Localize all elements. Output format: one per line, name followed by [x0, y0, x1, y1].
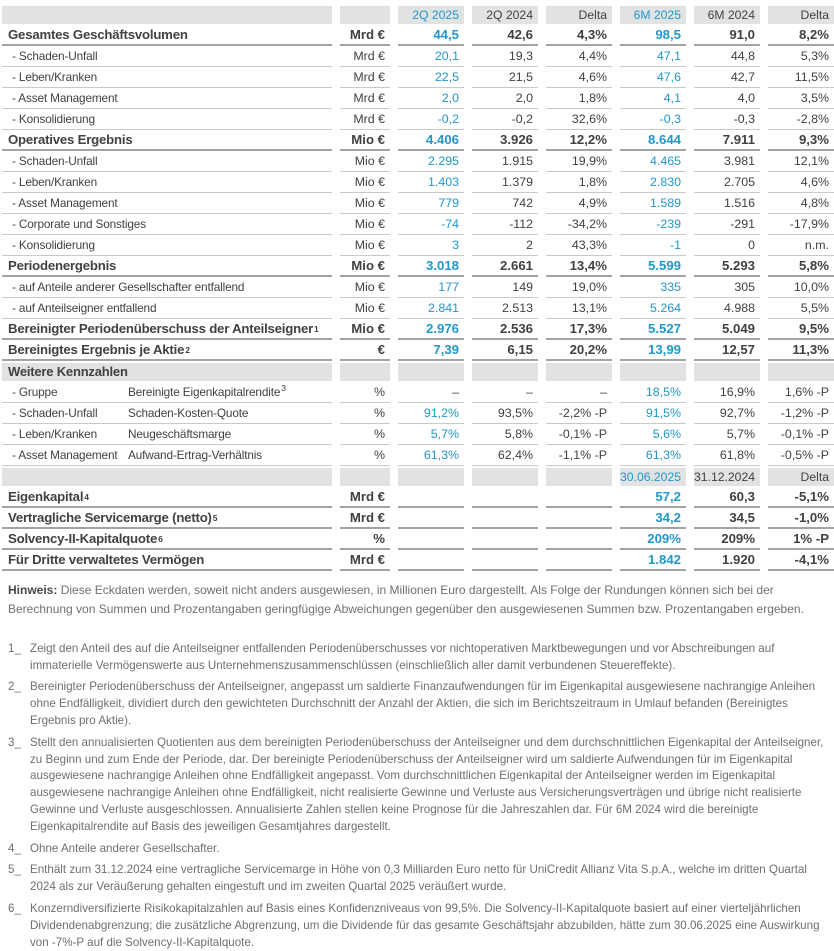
table-row [0, 256, 834, 277]
value-cell: 1,8% [546, 88, 612, 109]
value-cell: 4,8% [768, 193, 834, 214]
value-cell: 5,8% [768, 256, 834, 277]
value-cell: 305 [694, 277, 760, 298]
value-cell: 335 [620, 277, 686, 298]
row-label: - Corporate und Sonstiges [2, 214, 332, 235]
value-cell: 4.406 [398, 130, 464, 151]
section-empty-cell [546, 363, 612, 381]
value-cell: -2,8% [768, 109, 834, 130]
table-row [0, 277, 834, 298]
value-cell: 149 [472, 277, 538, 298]
value-cell: 42,7 [694, 67, 760, 88]
value-cell: -0,1% -P [768, 424, 834, 445]
value-cell [472, 529, 538, 550]
value-cell: 5,7% [694, 424, 760, 445]
column-header: 2Q 2024 [472, 6, 538, 24]
table-row [0, 109, 834, 130]
table-row [0, 424, 834, 445]
value-cell: 3.981 [694, 151, 760, 172]
value-cell: 10,0% [768, 277, 834, 298]
table-row [0, 319, 834, 340]
unit-cell: Mrd € [340, 109, 390, 130]
value-cell: 20,2% [546, 340, 612, 361]
value-cell: 2.976 [398, 319, 464, 340]
value-cell [472, 550, 538, 571]
footnote-text: Zeigt den Anteil des auf die Anteilseigner entfallenden Periodenüberschusses vor nichtoperativen Marktbewegungen und vor Abschreibungen auf immaterielle Vermögenswerte aus Unternehmenszusammenschlüssen (einschließlich aller damit verbundenen Steuereffekte). [30, 641, 775, 672]
row-label: Eigenkapital 4 [2, 487, 332, 508]
value-cell: -112 [472, 214, 538, 235]
header-label-cell [2, 468, 332, 486]
unit-cell: Mrd € [340, 25, 390, 46]
value-cell: 61,3% [620, 445, 686, 466]
value-cell: -5,1% [768, 487, 834, 508]
value-cell: 47,6 [620, 67, 686, 88]
unit-cell: % [340, 529, 390, 550]
value-cell: 4.465 [620, 151, 686, 172]
row-label-kpi: Schaden-Kosten-Quote [128, 406, 249, 420]
row-label: Bereinigter Periodenüberschuss der Anteilseigner 1 [2, 319, 332, 340]
footnote-marker: 4_ [8, 841, 21, 855]
unit-cell: Mio € [340, 214, 390, 235]
value-cell [546, 487, 612, 508]
value-cell: 7,39 [398, 340, 464, 361]
value-cell: – [398, 382, 464, 403]
row-label: Vertragliche Servicemarge (netto) 5 [2, 508, 332, 529]
value-cell: 2.661 [472, 256, 538, 277]
row-label: Periodenergebnis [2, 256, 332, 277]
unit-cell: Mio € [340, 172, 390, 193]
value-cell: 98,5 [620, 25, 686, 46]
value-cell: 18,5% [620, 382, 686, 403]
value-cell: 6,15 [472, 340, 538, 361]
footnote-text: Enthält zum 31.12.2024 eine vertragliche Servicemarge in Höhe von 0,3 Milliarden Euro netto für UniCredit Allianz Vita S.p.A., welche im dritten Quartal 2024 als zur Veräußerung gehalten eingestuft und im zweiten Quartal 2025 veräußert wurde. [30, 863, 807, 894]
section-title: Weitere Kennzahlen [2, 363, 332, 381]
value-cell: -4,1% [768, 550, 834, 571]
value-cell: 91,2% [398, 403, 464, 424]
table-row [0, 151, 834, 172]
row-label: Gesamtes Geschäftsvolumen [2, 25, 332, 46]
value-cell [472, 487, 538, 508]
date-header-row [0, 466, 834, 487]
footnotes [8, 641, 828, 951]
value-cell: 2.705 [694, 172, 760, 193]
row-label [2, 382, 332, 403]
value-cell: 5,8% [472, 424, 538, 445]
unit-cell: % [340, 382, 390, 403]
unit-cell: Mrd € [340, 88, 390, 109]
value-cell: 4,6% [768, 172, 834, 193]
value-cell: 2,0 [398, 88, 464, 109]
unit-cell: Mio € [340, 235, 390, 256]
unit-cell: % [340, 424, 390, 445]
value-cell: 11,3% [768, 340, 834, 361]
value-cell: 19,0% [546, 277, 612, 298]
unit-cell: Mio € [340, 130, 390, 151]
value-cell: 9,3% [768, 130, 834, 151]
footnote [8, 735, 828, 836]
date-column-header: 30.06.2025 [620, 468, 686, 486]
date-column-header [472, 468, 538, 486]
section-unit-cell [340, 363, 390, 381]
value-cell: 60,3 [694, 487, 760, 508]
row-label: - Konsolidierung [2, 235, 332, 256]
value-cell: 16,9% [694, 382, 760, 403]
header-unit-cell [340, 468, 390, 486]
value-cell: 742 [472, 193, 538, 214]
value-cell: -0,3 [694, 109, 760, 130]
value-cell: – [546, 382, 612, 403]
value-cell: -1,1% -P [546, 445, 612, 466]
value-cell: 2 [472, 235, 538, 256]
row-label-kpi: Bereinigte Eigenkapitalrendite$^3$ [128, 383, 286, 399]
value-cell: 4,0 [694, 88, 760, 109]
table-row [0, 340, 834, 361]
unit-cell: Mio € [340, 319, 390, 340]
value-cell: – [472, 382, 538, 403]
value-cell: 11,5% [768, 67, 834, 88]
header-label-cell [2, 6, 332, 24]
value-cell: 13,1% [546, 298, 612, 319]
value-cell: 5,7% [398, 424, 464, 445]
footnote-text: Bereinigter Periodenüberschuss der Anteilseigner, angepasst um saldierte Finanzaufwendungen für im Eigenkapital ausgewiesene nachrangige Anleihen ohne Endfälligkeit, dividiert durch den gewichteten Durchschnitt der Anzahl der Aktien, die sich im Berichtszeitraum in Umlauf befanden (Bereinigtes Ergebnis pro Aktie). [30, 680, 816, 728]
value-cell: 3.018 [398, 256, 464, 277]
table-row [0, 298, 834, 319]
value-cell [472, 508, 538, 529]
row-label [2, 445, 332, 466]
row-label: - auf Anteile anderer Gesellschafter entfallend [2, 277, 332, 298]
value-cell: 21,5 [472, 67, 538, 88]
value-cell: 17,3% [546, 319, 612, 340]
row-label-left: - Asset Management [12, 448, 118, 462]
column-header: 6M 2024 [694, 6, 760, 24]
row-label: - Schaden-Unfall [2, 46, 332, 67]
value-cell: 8,2% [768, 25, 834, 46]
value-cell: 4,6% [546, 67, 612, 88]
value-cell: 44,5 [398, 25, 464, 46]
value-cell: 5.264 [620, 298, 686, 319]
table-row [0, 193, 834, 214]
value-cell: 209% [694, 529, 760, 550]
footnote-text: Stellt den annualisierten Quotienten aus dem bereinigten Periodenüberschuss der Anteilseigner und dem durchschnittlichen Eigenkapital der Anteilseigner, zu Beginn und zum Ende der Periode, dar. Der bereinigte Periodenüberschuss der Anteilseigner wird um saldierte Aufwendungen für im Eigenkapital ausgewiesene nachrangige Anleihen ohne Endfälligkeit angepasst. Vom durchschnittlichen Eigenkapital der Anteilseigner werden im Eigenkapital ausgewiesene nachrangige Anleihen ohne Endfälligkeit, nicht realisierte Gewinne und Verluste aus Versicherungsverträgen und übrige nicht realisierte Gewinne und Verluste ausgeschlossen. Annualisierte Zahlen stellen keine Prognose für die Jahreszahlen dar. Für 6M 2024 wird die bereinigte Eigenkapitalrendite auf Basis des jeweiligen Gesamtjahres dargestellt. [30, 735, 824, 833]
value-cell: 12,1% [768, 151, 834, 172]
column-header: 6M 2025 [620, 6, 686, 24]
note-text: Diese Eckdaten werden, soweit nicht anders ausgewiesen, in Millionen Euro dargestellt. Als Folge der Rundungen können sich bei der Berechnung von Summen und Prozentangaben geringfügige Abweichungen gegenüber den ausgewiesenen Summen bzw. Prozentangaben ergeben. [8, 583, 804, 617]
value-cell: 1.516 [694, 193, 760, 214]
table-row [0, 67, 834, 88]
row-label: - auf Anteilseigner entfallend [2, 298, 332, 319]
value-cell: 1.920 [694, 550, 760, 571]
value-cell: 34,5 [694, 508, 760, 529]
value-cell: 12,2% [546, 130, 612, 151]
unit-cell: Mio € [340, 277, 390, 298]
value-cell: 4,9% [546, 193, 612, 214]
value-cell: 44,8 [694, 46, 760, 67]
table-row [0, 46, 834, 67]
row-label [2, 403, 332, 424]
row-label-kpi: Aufwand-Ertrag-Verhältnis [128, 448, 262, 462]
unit-cell: Mio € [340, 298, 390, 319]
value-cell: 3,5% [768, 88, 834, 109]
footnote [8, 641, 828, 675]
row-label-left: - Gruppe [12, 385, 58, 399]
unit-cell: Mio € [340, 256, 390, 277]
row-label: - Asset Management [2, 88, 332, 109]
value-cell [546, 529, 612, 550]
column-header-row [0, 4, 834, 25]
value-cell: -74 [398, 214, 464, 235]
value-cell: 1.589 [620, 193, 686, 214]
header-unit-cell [340, 6, 390, 24]
row-label-left: - Schaden-Unfall [12, 406, 98, 420]
footnote-text: Ohne Anteile anderer Gesellschafter. [30, 841, 220, 855]
section-empty-cell [472, 363, 538, 381]
value-cell: 5,5% [768, 298, 834, 319]
table-row [0, 235, 834, 256]
table-row [0, 403, 834, 424]
value-cell: 20,1 [398, 46, 464, 67]
footnote-marker: 2_ [8, 680, 21, 694]
section-empty-cell [620, 363, 686, 381]
row-label [2, 424, 332, 445]
note-label: Hinweis: [8, 583, 58, 597]
unit-cell: Mrd € [340, 46, 390, 67]
value-cell: 7.911 [694, 130, 760, 151]
footnote [8, 841, 828, 858]
value-cell: 8.644 [620, 130, 686, 151]
value-cell: 1,6% -P [768, 382, 834, 403]
value-cell: 13,4% [546, 256, 612, 277]
value-cell: 91,5% [620, 403, 686, 424]
table-row [0, 88, 834, 109]
date-column-header [546, 468, 612, 486]
footnote-text: Konzerndiversifizierte Risikokapitalzahlen auf Basis eines Konfidenzniveaus von 99,5%. Die Solvency-II-Kapitalquote basiert auf einer vierteljährlichen Dividendenabgrenzung; die zusätzliche Abgrenzung, um die Dividende für das gesamte Geschäftsjahr abzubilden, hätte zum 30.06.2025 eine Auswirkung von -7%-P auf die Solvency-II-Kapitalquote. [30, 902, 820, 949]
value-cell: -0,5% -P [768, 445, 834, 466]
unit-cell: € [340, 340, 390, 361]
value-cell: -0,3 [620, 109, 686, 130]
date-column-header [398, 468, 464, 486]
value-cell: 2.513 [472, 298, 538, 319]
value-cell: 43,3% [546, 235, 612, 256]
section-empty-cell [398, 363, 464, 381]
date-column-header: 31.12.2024 [694, 468, 760, 486]
footnote [8, 862, 828, 896]
value-cell: 4,3% [546, 25, 612, 46]
table-row [0, 529, 834, 550]
value-cell [398, 508, 464, 529]
row-label: Solvency-II-Kapitalquote 6 [2, 529, 332, 550]
row-label: - Leben/Kranken [2, 67, 332, 88]
row-label: Operatives Ergebnis [2, 130, 332, 151]
footnote-marker: 3_ [8, 735, 21, 749]
value-cell: 177 [398, 277, 464, 298]
table-row [0, 508, 834, 529]
value-cell: 1.915 [472, 151, 538, 172]
table-row [0, 550, 834, 571]
value-cell: 4,1 [620, 88, 686, 109]
column-header: 2Q 2025 [398, 6, 464, 24]
table-row [0, 382, 834, 403]
value-cell: 57,2 [620, 487, 686, 508]
value-cell: 61,8% [694, 445, 760, 466]
row-label: - Asset Management [2, 193, 332, 214]
column-header: Delta [768, 6, 834, 24]
value-cell [546, 550, 612, 571]
unit-cell: % [340, 403, 390, 424]
value-cell: 2,0 [472, 88, 538, 109]
value-cell: 5.599 [620, 256, 686, 277]
section-empty-cell [768, 363, 834, 381]
value-cell: 13,99 [620, 340, 686, 361]
section-empty-cell [694, 363, 760, 381]
value-cell: 1,8% [546, 172, 612, 193]
value-cell: 5.049 [694, 319, 760, 340]
table-row [0, 214, 834, 235]
value-cell: 2.841 [398, 298, 464, 319]
row-label: - Schaden-Unfall [2, 151, 332, 172]
value-cell: n.m. [768, 235, 834, 256]
value-cell: 32,6% [546, 109, 612, 130]
value-cell: 4,4% [546, 46, 612, 67]
unit-cell: Mio € [340, 193, 390, 214]
value-cell: 5.293 [694, 256, 760, 277]
value-cell: 62,4% [472, 445, 538, 466]
footnote-marker: 6_ [8, 902, 21, 916]
value-cell: 19,3 [472, 46, 538, 67]
value-cell [398, 529, 464, 550]
column-header: Delta [546, 6, 612, 24]
value-cell [398, 487, 464, 508]
table-row [0, 487, 834, 508]
row-label: - Leben/Kranken [2, 172, 332, 193]
table-row [0, 445, 834, 466]
value-cell: 92,7% [694, 403, 760, 424]
table-row [0, 130, 834, 151]
unit-cell: Mrd € [340, 487, 390, 508]
footnote-marker: 5_ [8, 863, 21, 877]
value-cell: 22,5 [398, 67, 464, 88]
rounding-note [8, 581, 828, 620]
value-cell: 2.295 [398, 151, 464, 172]
value-cell: -0,1% -P [546, 424, 612, 445]
footnote [8, 679, 828, 729]
value-cell: -291 [694, 214, 760, 235]
value-cell: 34,2 [620, 508, 686, 529]
value-cell: 2.536 [472, 319, 538, 340]
value-cell: 47,1 [620, 46, 686, 67]
value-cell: -2,2% -P [546, 403, 612, 424]
value-cell: 5,3% [768, 46, 834, 67]
unit-cell: Mio € [340, 151, 390, 172]
unit-cell: Mrd € [340, 67, 390, 88]
value-cell: 0 [694, 235, 760, 256]
table-row [0, 25, 834, 46]
unit-cell: Mrd € [340, 550, 390, 571]
value-cell [546, 508, 612, 529]
value-cell: 4.988 [694, 298, 760, 319]
value-cell: 1.403 [398, 172, 464, 193]
footnote-marker: 1_ [8, 641, 21, 655]
value-cell: 9,5% [768, 319, 834, 340]
unit-cell: Mrd € [340, 508, 390, 529]
value-cell: 42,6 [472, 25, 538, 46]
value-cell: -0,2 [398, 109, 464, 130]
value-cell: 61,3% [398, 445, 464, 466]
value-cell [398, 550, 464, 571]
value-cell: 209% [620, 529, 686, 550]
row-label: Für Dritte verwaltetes Vermögen [2, 550, 332, 571]
value-cell: 91,0 [694, 25, 760, 46]
date-column-header: Delta [768, 468, 834, 486]
unit-cell: % [340, 445, 390, 466]
results-table [0, 4, 834, 571]
row-label: - Konsolidierung [2, 109, 332, 130]
value-cell: 779 [398, 193, 464, 214]
value-cell: 5.527 [620, 319, 686, 340]
value-cell: 3 [398, 235, 464, 256]
row-label: Bereinigtes Ergebnis je Aktie 2 [2, 340, 332, 361]
value-cell: -1,0% [768, 508, 834, 529]
value-cell: -34,2% [546, 214, 612, 235]
value-cell: -1 [620, 235, 686, 256]
value-cell: 19,9% [546, 151, 612, 172]
value-cell: -17,9% [768, 214, 834, 235]
row-label-left: - Leben/Kranken [12, 427, 97, 441]
value-cell: 12,57 [694, 340, 760, 361]
value-cell: 2.830 [620, 172, 686, 193]
section-header-row [0, 361, 834, 382]
value-cell: 3.926 [472, 130, 538, 151]
value-cell: -0,2 [472, 109, 538, 130]
value-cell: 93,5% [472, 403, 538, 424]
value-cell: 5,6% [620, 424, 686, 445]
value-cell: 1.379 [472, 172, 538, 193]
value-cell: -239 [620, 214, 686, 235]
row-label-kpi: Neugeschäftsmarge [128, 427, 232, 441]
table-row [0, 172, 834, 193]
value-cell: 1.842 [620, 550, 686, 571]
value-cell: -1,2% -P [768, 403, 834, 424]
value-cell: 1% -P [768, 529, 834, 550]
